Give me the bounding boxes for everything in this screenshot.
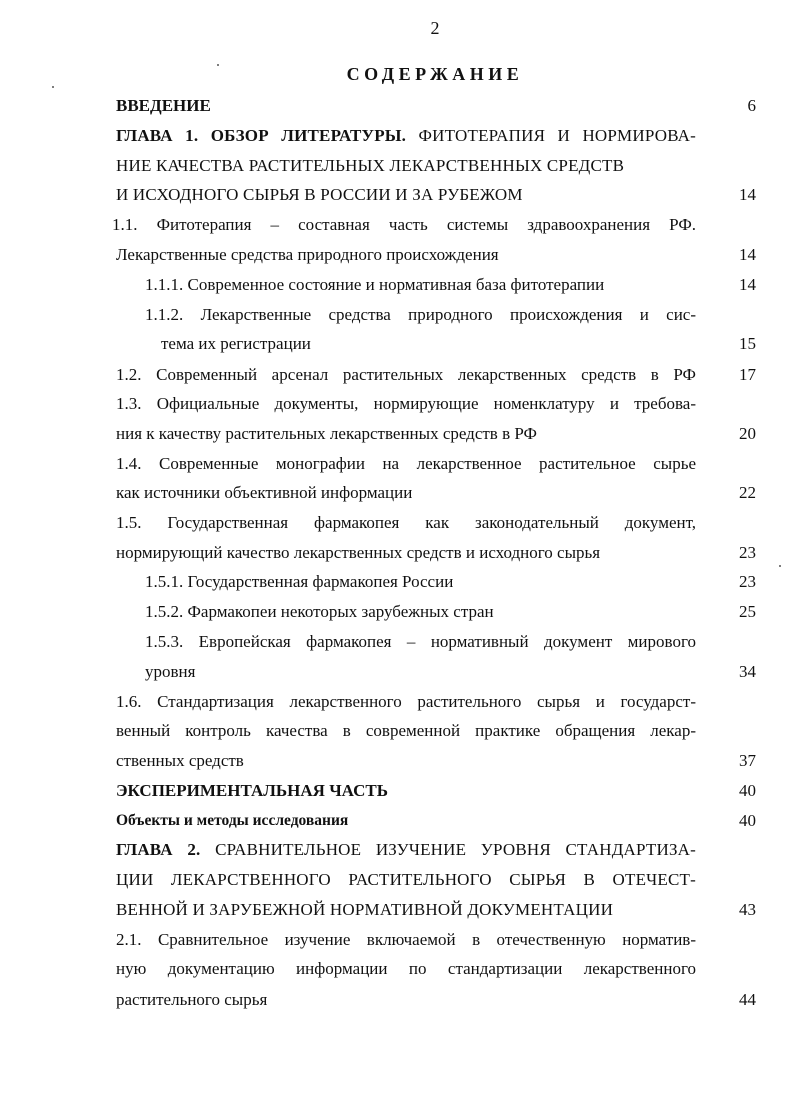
- toc-page-number: 37: [739, 751, 756, 770]
- toc-line: 1.2. Современный арсенал растительных лекарственных средств в РФ: [116, 365, 696, 384]
- page-title: СОДЕРЖАНИЕ: [346, 64, 524, 84]
- toc-page-number: 40: [739, 781, 756, 800]
- page-number: 2: [430, 18, 440, 38]
- toc-line: 1.5.3. Европейская фармакопея – нормативный документ мирового: [145, 632, 696, 651]
- toc-line: растительного сырья: [116, 990, 268, 1009]
- toc-line: уровня: [145, 662, 196, 681]
- scan-speck: [52, 86, 54, 88]
- toc-line: 1.6. Стандартизация лекарственного растительного сырья и государст-: [116, 692, 696, 711]
- toc-page-number: 15: [739, 334, 756, 353]
- toc-page-number: 6: [747, 96, 756, 115]
- toc-page-number: 43: [739, 900, 756, 919]
- toc-page-number: 20: [739, 424, 756, 443]
- toc-line: ния к качеству растительных лекарственных средств в РФ: [116, 424, 537, 443]
- toc-line: НИЕ КАЧЕСТВА РАСТИТЕЛЬНЫХ ЛЕКАРСТВЕННЫХ СРЕДСТВ: [116, 156, 625, 175]
- toc-line: Объекты и методы исследования: [116, 812, 349, 829]
- toc-line: ГЛАВА 2. СРАВНИТЕЛЬНОЕ ИЗУЧЕНИЕ УРОВНЯ СТАНДАРТИЗА-: [116, 840, 696, 859]
- toc-page-number: 17: [739, 365, 756, 384]
- toc-line: ВЕННОЙ И ЗАРУБЕЖНОЙ НОРМАТИВНОЙ ДОКУМЕНТАЦИИ: [116, 900, 614, 919]
- toc-line: ЦИИ ЛЕКАРСТВЕННОГО РАСТИТЕЛЬНОГО СЫРЬЯ В ОТЕЧЕСТ-: [116, 870, 696, 889]
- toc-line: 1.1.2. Лекарственные средства природного происхождения и сис-: [145, 305, 696, 324]
- toc-page-number: 23: [739, 572, 756, 591]
- toc-line: ЭКСПЕРИМЕНТАЛЬНАЯ ЧАСТЬ: [116, 781, 388, 800]
- toc-page-number: 40: [739, 811, 756, 830]
- toc-page-number: 25: [739, 602, 756, 621]
- scan-speck: [217, 64, 219, 66]
- toc-line: 1.5. Государственная фармакопея как законодательный документ,: [116, 513, 696, 532]
- toc-page-number: 14: [739, 275, 756, 294]
- toc-page-number: 14: [739, 185, 756, 204]
- scan-speck: [779, 565, 781, 567]
- toc-line: 1.1.1. Современное состояние и нормативная база фитотерапии: [145, 275, 605, 294]
- toc-page-number: 23: [739, 543, 756, 562]
- toc-line: 1.1. Фитотерапия – составная часть системы здравоохранения РФ.: [112, 215, 696, 234]
- toc-line: И ИСХОДНОГО СЫРЬЯ В РОССИИ И ЗА РУБЕЖОМ: [116, 185, 523, 204]
- toc-line: ВВЕДЕНИЕ: [116, 96, 211, 115]
- toc-line: ственных средств: [116, 751, 244, 770]
- toc-line: тема их регистрации: [161, 334, 311, 353]
- toc-line: ГЛАВА 1. ОБЗОР ЛИТЕРАТУРЫ. ФИТОТЕРАПИЯ И НОРМИРОВА-: [116, 126, 696, 145]
- toc-page-number: 22: [739, 483, 756, 502]
- toc-page-number: 44: [739, 990, 756, 1009]
- toc-line: ную документацию информации по стандартизации лекарственного: [116, 959, 696, 978]
- toc-page-number: 14: [739, 245, 756, 264]
- toc-line: 1.3. Официальные документы, нормирующие номенклатуру и требова-: [116, 394, 696, 413]
- toc-line: Лекарственные средства природного происхождения: [116, 245, 499, 264]
- toc-line: 1.5.2. Фармакопеи некоторых зарубежных стран: [145, 602, 494, 621]
- toc-line: 1.4. Современные монографии на лекарственное растительное сырье: [116, 454, 696, 473]
- toc-line: нормирующий качество лекарственных средств и исходного сырья: [116, 543, 601, 562]
- toc-line: 2.1. Сравнительное изучение включаемой в отечественную норматив-: [116, 930, 696, 949]
- toc-line: 1.5.1. Государственная фармакопея России: [145, 572, 454, 591]
- toc-line: венный контроль качества в современной практике обращения лекар-: [116, 721, 696, 740]
- toc-page-number: 34: [739, 662, 756, 681]
- toc-line: как источники объективной информации: [116, 483, 413, 502]
